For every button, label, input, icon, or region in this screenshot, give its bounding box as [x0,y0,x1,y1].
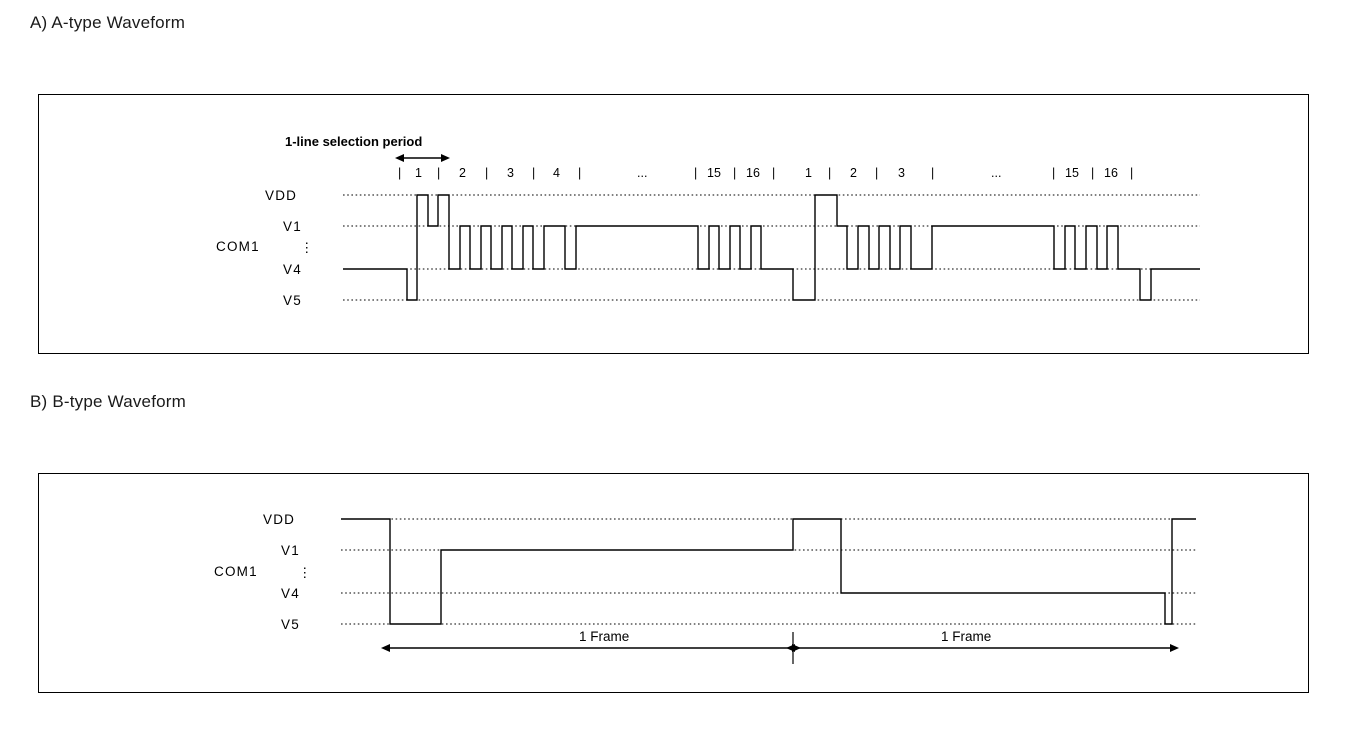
tick-ellipsis: ... [991,166,1002,180]
tick-ellipsis: ... [637,166,648,180]
signal-sublabel-vertical-dots: ⋮ [300,240,315,255]
tick-separator: | [437,166,441,180]
voltage-labels-b [263,512,300,632]
voltage-label-v1: V1 [283,219,302,234]
voltage-label-vdd: VDD [263,512,296,527]
tick-label-15: 15 [1065,166,1079,180]
tick-separator: | [398,166,402,180]
tick-separator: | [485,166,489,180]
tick-label-3: 3 [898,166,905,180]
level-reference-lines-a [343,195,1200,300]
voltage-labels-a [265,188,302,308]
section-a-title: A) A-type Waveform [30,13,186,32]
tick-label-2: 2 [459,166,466,180]
waveform-b-type-com1 [341,519,1196,624]
tick-label-1: 1 [415,166,422,180]
tick-separator: | [1091,166,1095,180]
tick-separator: | [875,166,879,180]
tick-label-16: 16 [746,166,760,180]
tick-separator: | [772,166,776,180]
tick-label-2: 2 [850,166,857,180]
signal-label-com1: COM1 [214,564,258,579]
signal-sublabel-vertical-dots: ⋮ [298,565,313,580]
tick-label-1: 1 [805,166,812,180]
voltage-label-v4: V4 [281,586,300,601]
voltage-label-v5: V5 [283,293,302,308]
voltage-label-v4: V4 [283,262,302,277]
voltage-label-v5: V5 [281,617,300,632]
tick-row-frame1 [398,166,775,180]
tick-row-frame2 [805,166,1133,180]
tick-label-16: 16 [1104,166,1118,180]
tick-separator: | [828,166,832,180]
tick-separator: | [578,166,582,180]
tick-label-15: 15 [707,166,721,180]
section-b-title: B) B-type Waveform [30,392,187,411]
level-reference-lines-b [341,519,1196,624]
tick-separator: | [1052,166,1056,180]
signal-label-com1: COM1 [216,239,260,254]
frame-label-2: 1 Frame [941,629,992,644]
tick-label-3: 3 [507,166,514,180]
voltage-label-v1: V1 [281,543,300,558]
voltage-label-vdd: VDD [265,188,298,203]
tick-separator: | [931,166,935,180]
waveform-a-type-com1 [343,195,1200,300]
tick-label-4: 4 [553,166,560,180]
tick-separator: | [733,166,737,180]
frame-measure-arrows [390,629,1170,664]
tick-separator: | [1130,166,1134,180]
tick-separator: | [694,166,698,180]
tick-separator: | [532,166,536,180]
frame-label-1: 1 Frame [579,629,630,644]
annotation-1-line-selection-period: 1-line selection period [285,134,423,149]
